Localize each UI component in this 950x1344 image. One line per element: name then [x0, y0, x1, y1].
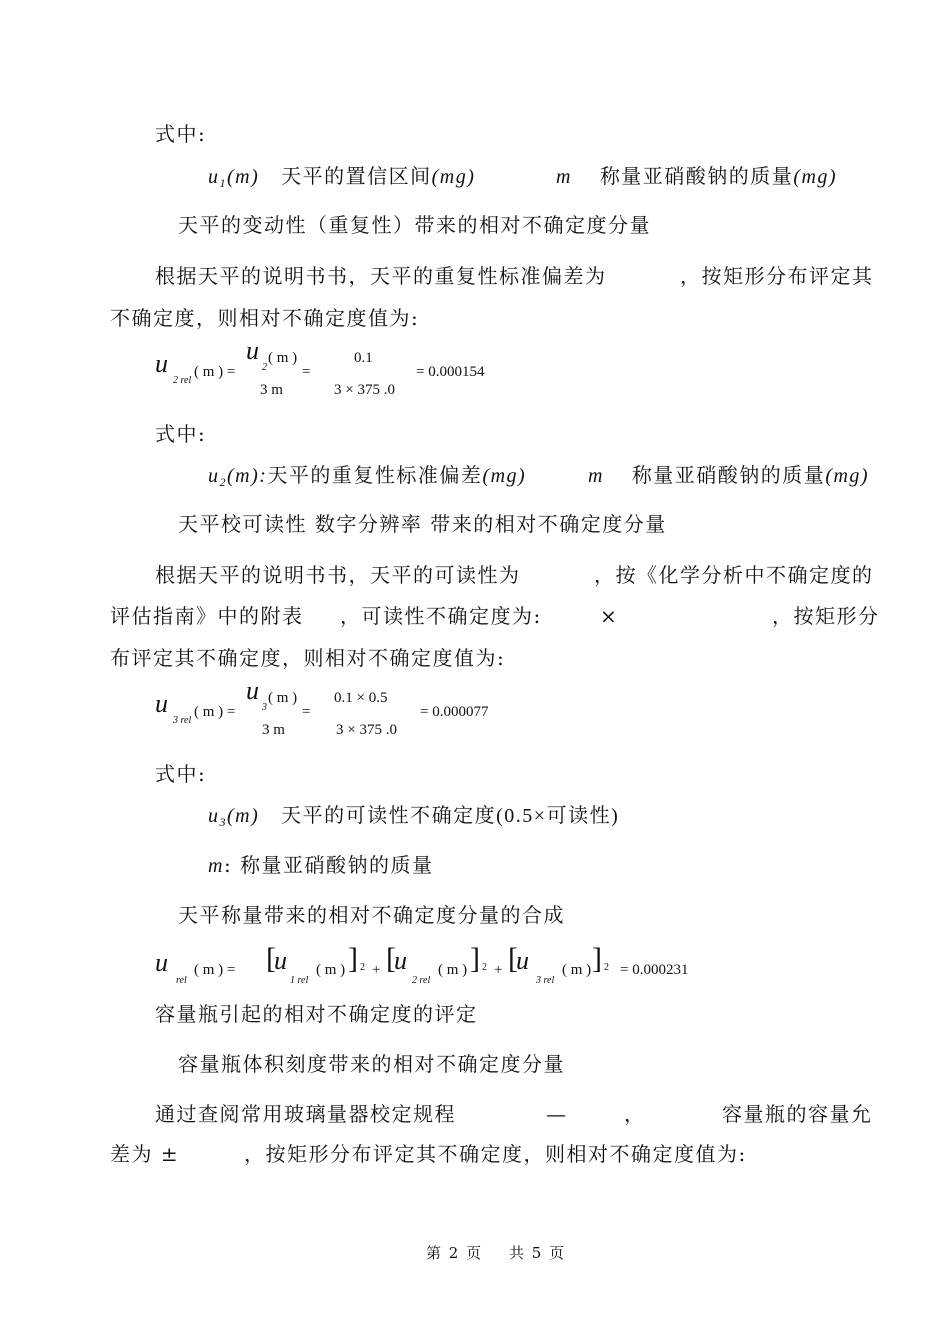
definition-m-1: m 称量亚硝酸钠的质量(mg)	[556, 164, 838, 188]
footer-total-pages: 共 5 页	[509, 1244, 566, 1262]
bracket-close-3: ]	[592, 942, 602, 975]
paragraph-3-line-2a: 差为 ±	[110, 1142, 180, 1166]
paragraph-1-line-1a: 根据天平的说明书书，天平的重复性标准偏差为	[155, 264, 607, 288]
paragraph-2-line-2b: ，可读性不确定度为:	[340, 604, 542, 628]
bracket-open-2: [	[386, 942, 396, 975]
paragraph-2-line-3: 布评定其不确定度，则相对不确定度值为:	[110, 646, 506, 670]
paragraph-2-line-1a: 根据天平的说明书书，天平的可读性为	[155, 563, 521, 587]
term-u1: u	[274, 946, 287, 975]
definition-u1: $u_1(m)$ 天平的置信区间(mg)	[208, 164, 476, 190]
definition-m-3: m: 称量亚硝酸钠的质量	[208, 853, 434, 877]
definition-u3: $u_3(m)$ 天平的可读性不确定度(0.5×可读性)	[208, 803, 620, 829]
heading-readability: 天平校可读性 数字分辨率 带来的相对不确定度分量	[178, 512, 667, 536]
definition-u2: $u_2(m)$:天平的重复性标准偏差(mg)	[208, 463, 527, 489]
paragraph-3-line-1a: 通过查阅常用玻璃量器校定规程	[155, 1102, 456, 1126]
paragraph-3-line-1c: ，	[624, 1102, 646, 1126]
heading-repeatability: 天平的变动性（重复性）带来的相对不确定度分量	[178, 213, 651, 237]
text-shizhong-1: 式中:	[155, 122, 207, 146]
paragraph-2-line-1b: ，按《化学分析中不确定度的	[594, 563, 874, 587]
heading-volumetric-flask: 容量瓶引起的相对不确定度的评定	[155, 1002, 478, 1026]
paragraph-2-line-2a: 评估指南》中的附表	[110, 604, 304, 628]
bracket-open-1: [	[266, 942, 276, 975]
text-shizhong-3: 式中:	[155, 762, 207, 786]
bracket-close-1: ]	[348, 942, 358, 975]
paragraph-2-line-2c: ×	[600, 604, 619, 628]
paragraph-3-line-1b: —	[546, 1102, 568, 1126]
footer-page-number: 第 2 页	[426, 1244, 483, 1262]
bracket-close-2: ]	[470, 942, 480, 975]
heading-combined: 天平称量带来的相对不确定度分量的合成	[178, 903, 565, 927]
bracket-open-3: [	[508, 942, 518, 975]
paragraph-2-line-2d: ，按矩形分	[772, 604, 880, 628]
term-u3: u	[516, 946, 529, 975]
paragraph-1-line-1b: ，按矩形分布评定其	[680, 264, 874, 288]
heading-volume-scale: 容量瓶体积刻度带来的相对不确定度分量	[178, 1052, 565, 1076]
paragraph-3-line-2b: ，按矩形分布评定其不确定度，则相对不确定度值为:	[244, 1142, 747, 1166]
term-u2: u	[394, 946, 407, 975]
paragraph-1-line-2: 不确定度，则相对不确定度值为:	[110, 306, 420, 330]
definition-m-2: m 称量亚硝酸钠的质量(mg)	[588, 463, 870, 487]
text-shizhong-2: 式中:	[155, 422, 207, 446]
paragraph-3-line-1d: 容量瓶的容量允	[722, 1102, 873, 1126]
